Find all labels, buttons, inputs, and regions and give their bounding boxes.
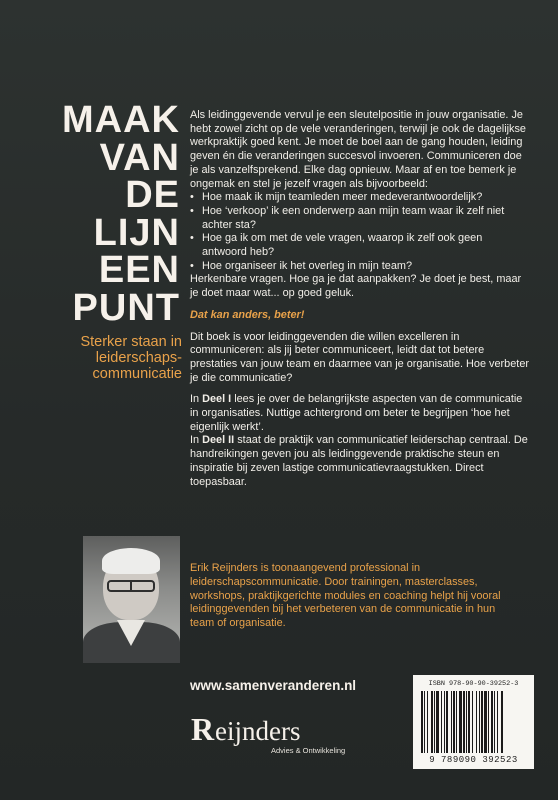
barcode-bar	[431, 691, 433, 753]
barcode-bar	[424, 691, 425, 753]
barcode-bar	[453, 691, 455, 753]
emphasis-line: Dat kan anders, beter!	[190, 308, 305, 321]
barcode-bar	[441, 691, 442, 753]
barcode-bars	[421, 691, 526, 753]
barcode-bar	[436, 691, 439, 753]
intro-paragraph: Als leidinggevende vervul je een sleutelpositie in jouw organisatie. Je hebt zowel zicht op de vele veranderingen, terwijl je ook de dagelijkse werkpraktijk goed kent. Je moet de boel aan de gang houden, leiding geven én die veranderingen succesvol invoeren. Communiceren doe je als vanzelfsprekend. Elke dag opnieuw. Maar af en toe bemerk je ongemak en stel je jezelf vragen als bijvoorbeeld:	[190, 109, 526, 190]
deel2-paragraph	[190, 434, 530, 489]
deel2-prefix: In	[190, 434, 203, 447]
deel1-prefix: In	[190, 393, 203, 406]
blurb-text	[190, 109, 530, 489]
barcode-bar	[488, 691, 489, 753]
barcode-bar	[494, 691, 495, 753]
barcode-bar	[459, 691, 462, 753]
barcode-bar	[479, 691, 480, 753]
deel1-paragraph	[190, 393, 530, 434]
deel1-text: lees je over de belangrijkste aspecten van de communicatie in organisaties. Nuttige achtergrond om beter te begrijpen ‘hoe het eigenlijk werkt’.	[190, 393, 523, 433]
barcode-bar	[434, 691, 435, 753]
question-item: • Hoe maak ik mijn teamleden meer medeverantwoordelijk?	[190, 191, 530, 205]
question-item: • Hoe ‘verkoop’ ik een onderwerp aan mijn team waar ik zelf niet achter sta?	[190, 205, 530, 232]
publisher-logo	[191, 710, 351, 760]
barcode-bar	[427, 691, 428, 753]
barcode-bar	[481, 691, 483, 753]
barcode-bar	[484, 691, 487, 753]
barcode-bar	[468, 691, 470, 753]
audience-paragraph: Dit boek is voor leidinggevenden die willen excelleren in communiceren: als jij beter communiceert, leidt dat tot betere prestaties van jouw team en daarmee van je organisatie. Hoe verbeter je die communicatie?	[190, 330, 530, 384]
deel2-text: staat de praktijk van communicatief leiderschap centraal. De handreikingen geven jou als leidinggevende praktische steun en inspiratie bij zeven lastige communicatievraagstukken. Direct toepasbaar.	[190, 434, 528, 488]
subtitle-line: Sterker staan in	[80, 334, 182, 350]
barcode-bar	[451, 691, 452, 753]
barcode-bar	[446, 691, 448, 753]
isbn-barcode	[413, 675, 534, 769]
author-photo	[83, 536, 180, 663]
barcode-bar	[501, 691, 503, 753]
website-url: www.samenveranderen.nl	[190, 678, 357, 693]
author-bio: Erik Reijnders is toonaangevend professional in leiderschapscommunicatie. Door trainingen, masterclasses, workshops, praktijkgerichte modules en coaching helpt hij vooral leidinggevenden bij het verbeteren van de communicatie in hun team of organisatie.	[190, 562, 501, 630]
barcode-bar	[463, 691, 465, 753]
logo-tagline: Advies & Ontwikkeling	[271, 746, 346, 755]
barcode-bar	[466, 691, 467, 753]
subtitle-line: leiderschaps-	[95, 350, 182, 366]
book-title	[48, 99, 180, 329]
question-list	[190, 191, 530, 273]
isbn-label: ISBN 978-90-90-39252-3	[428, 680, 519, 688]
question-item: • Hoe ga ik om met de vele vragen, waarop ik zelf ook geen antwoord heb?	[190, 232, 530, 259]
barcode-bar	[421, 691, 423, 753]
barcode-digits: 9 789090 392523	[429, 755, 518, 765]
title-line: MAAK	[62, 99, 180, 141]
deel2-label: Deel II	[202, 434, 235, 447]
title-line: LIJN	[93, 211, 180, 254]
barcode-bar	[456, 691, 457, 753]
title-line: PUNT	[72, 286, 180, 329]
logo-name: eijnders	[215, 716, 301, 746]
barcode-bar	[444, 691, 445, 753]
logo-mark: R	[191, 711, 215, 747]
barcode-bar	[476, 691, 477, 753]
barcode-bar	[472, 691, 473, 753]
title-line: DE	[125, 174, 180, 217]
subtitle-line: communicatie	[92, 366, 182, 382]
book-subtitle	[58, 334, 182, 382]
question-item: • Hoe organiseer ik het overleg in mijn team?	[190, 260, 530, 274]
title-line: VAN	[99, 136, 180, 179]
barcode-bar	[491, 691, 493, 753]
recognition-paragraph: Herkenbare vragen. Hoe ga je dat aanpakken? Je doet je best, maar je doet maar wat... op goed geluk.	[190, 273, 522, 300]
title-line: EEN	[98, 249, 180, 292]
deel1-label: Deel I	[202, 393, 232, 406]
barcode-bar	[497, 691, 498, 753]
